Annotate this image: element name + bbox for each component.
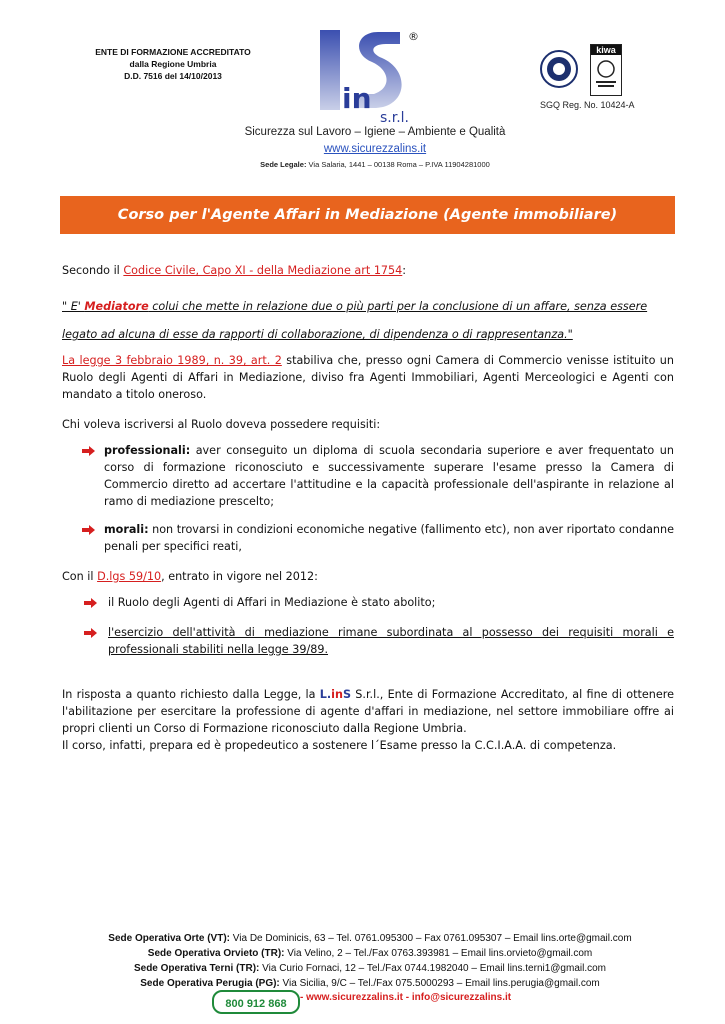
terni-label: Sede Operativa Terni (TR): — [133, 963, 260, 974]
numero-verde: 800 912 868 — [225, 998, 287, 1010]
tagline: Sicurezza sul Lavoro – Igiene – Ambiente e Qualità — [244, 126, 506, 138]
final-text-1: , Ente di Formazione Accreditato, al fine di ottenere l'abilitazione per esercitare la professione di agente d'affari in mediazione, — [62, 688, 674, 718]
final-brand-in: in — [331, 688, 343, 701]
quote-term: Mediatore — [84, 300, 149, 313]
kiwa-mark-icon — [591, 55, 621, 91]
footer-sedi — [60, 931, 680, 991]
footer-orte — [60, 931, 680, 946]
req-morali-label: morali: — [104, 523, 149, 536]
footer-terni — [60, 961, 680, 976]
final-brand-srl: S.r.l. — [351, 688, 380, 701]
req-professionali — [104, 442, 674, 510]
dlgs-paragraph — [62, 568, 674, 585]
orte-text: Via De Dominicis, 63 – Tel. 0761.095300 – Fax 0761.095307 – Email lins.orte@gmail.com — [230, 933, 632, 944]
quote-rest: colui che mette in relazione due o più parti per la conclusione di un affare, senza essere — [148, 300, 648, 313]
req-professionali-text: aver conseguito un diploma di scuola secondaria superiore e aver frequentato un corso di formazione riconosciuto e successivamente superare l'esame presso la Camera di Commercio diretto ad accertare l'attitudine e la capacità professionale dell'aspirante in relazione al ramo di mediazione prescelto; — [104, 444, 674, 508]
final-settore: nel settore immobiliare — [496, 705, 629, 718]
req-morali — [104, 521, 674, 555]
logo-registered-mark: ® — [408, 30, 419, 43]
intro-suffix: : — [402, 264, 407, 277]
red-arrow-bullet-icon — [82, 446, 95, 456]
lins-logo — [316, 28, 426, 126]
law-text: stabiliva che, presso ogni Camera di Commercio venisse istituito un Ruolo degli Agenti di Affari in Mediazione, diviso fra Agenti Immobiliari, Agenti Merceologici e Agenti con mandato a titolo oneroso. — [62, 354, 674, 401]
dlgs-item-1: il Ruolo degli Agenti di Affari in Mediazione è stato abolito; — [108, 596, 436, 609]
sede-legale-text: Via Salaria, 1441 – 00138 Roma – P.IVA 11904281000 — [308, 160, 490, 169]
codice-civile-link[interactable]: Codice Civile, Capo XI - della Mediazione art 1754 — [123, 264, 403, 277]
red-arrow-bullet-icon — [84, 598, 97, 608]
final-prefix: In risposta a quanto richiesto dalla Legge, la — [62, 688, 320, 701]
orvieto-label: Sede Operativa Orvieto (TR): — [147, 948, 285, 959]
kiwa-label: kiwa — [591, 45, 621, 55]
footer-perugia — [60, 976, 680, 991]
requisiti-intro: Chi voleva iscriversi al Ruolo doveva possedere requisiti: — [62, 418, 381, 431]
numero-verde-badge — [212, 990, 300, 1014]
accredia-seal-icon — [540, 50, 578, 88]
red-arrow-bullet-icon — [82, 525, 95, 535]
quote-open: " E' — [62, 300, 85, 313]
orvieto-text: Via Velino, 2 – Tel./Fax 0763.393981 – Email lins.orvieto@gmail.com — [284, 948, 593, 959]
dlgs-suffix: , entrato in vigore nel 2012: — [161, 570, 318, 583]
footer-orvieto — [60, 946, 680, 961]
course-title-bar — [60, 196, 675, 234]
perugia-text: Via Sicilia, 9/C – Tel./Fax 075.5000293 – Email lins.perugia@gmail.com — [279, 978, 600, 989]
website-link[interactable]: www.sicurezzalins.it — [323, 143, 427, 155]
quote-line-2: legato ad alcuna di esse da rapporti di collaborazione, di dipendenza o di rappresentanza." — [62, 328, 573, 341]
dlgs-link[interactable]: D.lgs 59/10 — [97, 570, 162, 583]
terni-text: Via Curio Fornaci, 12 – Tel./Fax 0744.1982040 – Email lins.terni1@gmail.com — [259, 963, 607, 974]
kiwa-cert-icon — [590, 44, 622, 96]
final-paragraph — [62, 686, 674, 754]
ente-line-1: ENTE DI FORMAZIONE ACCREDITATO — [95, 47, 251, 57]
sede-legale-label: Sede Legale: — [260, 160, 307, 169]
sede-legale — [230, 160, 520, 169]
law-paragraph — [62, 352, 674, 403]
req-morali-text: non trovarsi in condizioni economiche negative (fallimento etc), non aver riportato condanne penali per specifici reati, — [104, 523, 674, 553]
final-line-2: Il corso, infatti, prepara ed è propedeutico a sostenere l´Esame presso la C.C.I.A.A. di competenza. — [62, 739, 617, 752]
intro-paragraph — [62, 262, 674, 279]
ente-line-2: dalla Regione Umbria — [129, 59, 217, 69]
course-title: Corso per l'Agente Affari in Mediazione (Agente immobiliare) — [117, 207, 618, 223]
logo-srl-text: s.r.l. — [380, 110, 410, 126]
sgq-registration: SGQ Reg. No. 10424-A — [540, 100, 635, 110]
orte-label: Sede Operativa Orte (VT): — [108, 933, 230, 944]
ente-accreditato-block — [78, 46, 268, 82]
dlgs-prefix: Con il — [62, 570, 98, 583]
final-brand-S: S — [342, 688, 352, 701]
quote-line-1 — [62, 298, 674, 315]
perugia-label: Sede Operativa Perugia (PG): — [140, 978, 280, 989]
ente-line-3: D.D. 7516 del 14/10/2013 — [124, 71, 222, 81]
final-brand-L: L. — [319, 688, 332, 701]
red-arrow-bullet-icon — [84, 628, 97, 638]
dlgs-item-2: l'esercizio dell'attività di mediazione rimane subordinata al possesso dei requisiti morali e professionali stabiliti nella legge 39/89. — [108, 626, 674, 656]
req-professionali-label: professionali: — [104, 444, 191, 457]
final-text-2: offre ai propri clienti un Corso di Formazione riconosciuto dalla Regione Umbria. — [62, 705, 674, 735]
logo-in-text: in — [342, 82, 372, 115]
footer-links[interactable]: - www.sicurezzalins.it - info@sicurezzalins.it — [300, 992, 512, 1003]
intro-prefix: Secondo il — [62, 264, 124, 277]
law-link[interactable]: La legge 3 febbraio 1989, n. 39, art. 2 — [62, 354, 282, 367]
